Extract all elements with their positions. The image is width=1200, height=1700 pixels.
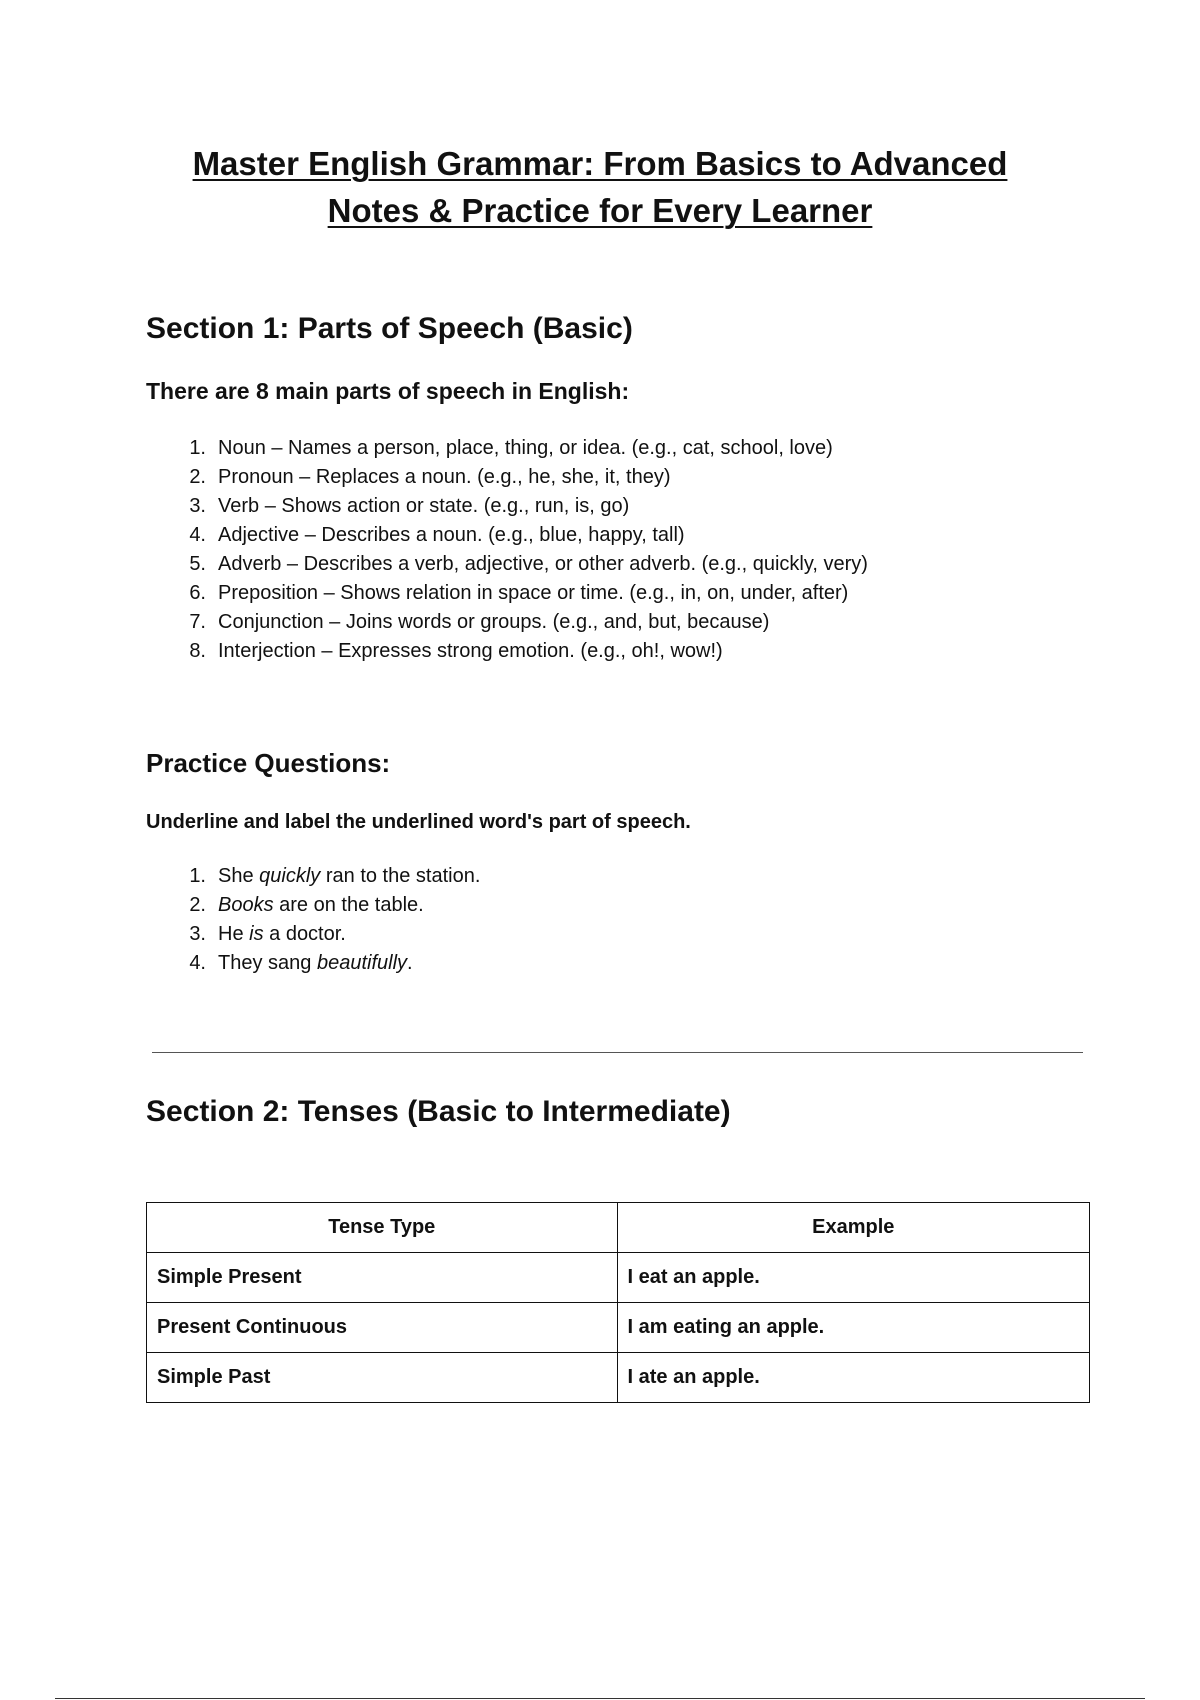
list-item: 6. Preposition – Shows relation in space or time. (e.g., in, on, under, after) — [189, 582, 849, 604]
table-row — [147, 1303, 1090, 1353]
document-title — [100, 140, 1100, 234]
section-2-heading: Section 2: Tenses (Basic to Intermediate) — [146, 1095, 731, 1128]
practice-instruction: Underline and label the underlined word's part of speech. — [146, 811, 691, 833]
table-row — [147, 1253, 1090, 1303]
column-header-tense-type: Tense Type — [147, 1203, 618, 1253]
practice-questions-list — [146, 862, 480, 978]
title-line-1: Master English Grammar: From Basics to Advanced — [192, 145, 1008, 182]
column-header-example: Example — [617, 1203, 1089, 1253]
list-item: 2. Books are on the table. — [189, 894, 424, 916]
page-bottom-rule — [55, 1698, 1145, 1699]
table-header-row — [147, 1203, 1090, 1253]
example-cell: I ate an apple. — [617, 1353, 1089, 1403]
list-item: 4. Adjective – Describes a noun. (e.g., blue, happy, tall) — [189, 524, 685, 546]
example-cell: I am eating an apple. — [617, 1303, 1089, 1353]
title-line-2: Notes & Practice for Every Learner — [327, 192, 873, 229]
table-row — [147, 1353, 1090, 1403]
list-item: 8. Interjection – Expresses strong emotion. (e.g., oh!, wow!) — [189, 640, 723, 662]
list-item: 7. Conjunction – Joins words or groups. (e.g., and, but, because) — [189, 611, 770, 633]
list-item: 1. She quickly ran to the station. — [189, 865, 481, 887]
tenses-table — [146, 1202, 1090, 1403]
tense-type-cell: Simple Present — [147, 1253, 618, 1303]
tense-type-cell: Present Continuous — [147, 1303, 618, 1353]
section-1-heading: Section 1: Parts of Speech (Basic) — [146, 312, 633, 345]
list-item: 3. He is a doctor. — [189, 923, 346, 945]
section-divider — [152, 1052, 1083, 1053]
list-item: 5. Adverb – Describes a verb, adjective, or other adverb. (e.g., quickly, very) — [189, 553, 868, 575]
list-item: 1. Noun – Names a person, place, thing, or idea. (e.g., cat, school, love) — [189, 437, 833, 459]
practice-heading: Practice Questions: — [146, 748, 391, 778]
list-item: 2. Pronoun – Replaces a noun. (e.g., he, she, it, they) — [189, 466, 671, 488]
parts-of-speech-list — [146, 434, 868, 666]
example-cell: I eat an apple. — [617, 1253, 1089, 1303]
tense-type-cell: Simple Past — [147, 1353, 618, 1403]
list-item: 4. They sang beautifully. — [189, 952, 413, 974]
parts-of-speech-intro: There are 8 main parts of speech in English: — [146, 378, 630, 404]
list-item: 3. Verb – Shows action or state. (e.g., run, is, go) — [189, 495, 630, 517]
